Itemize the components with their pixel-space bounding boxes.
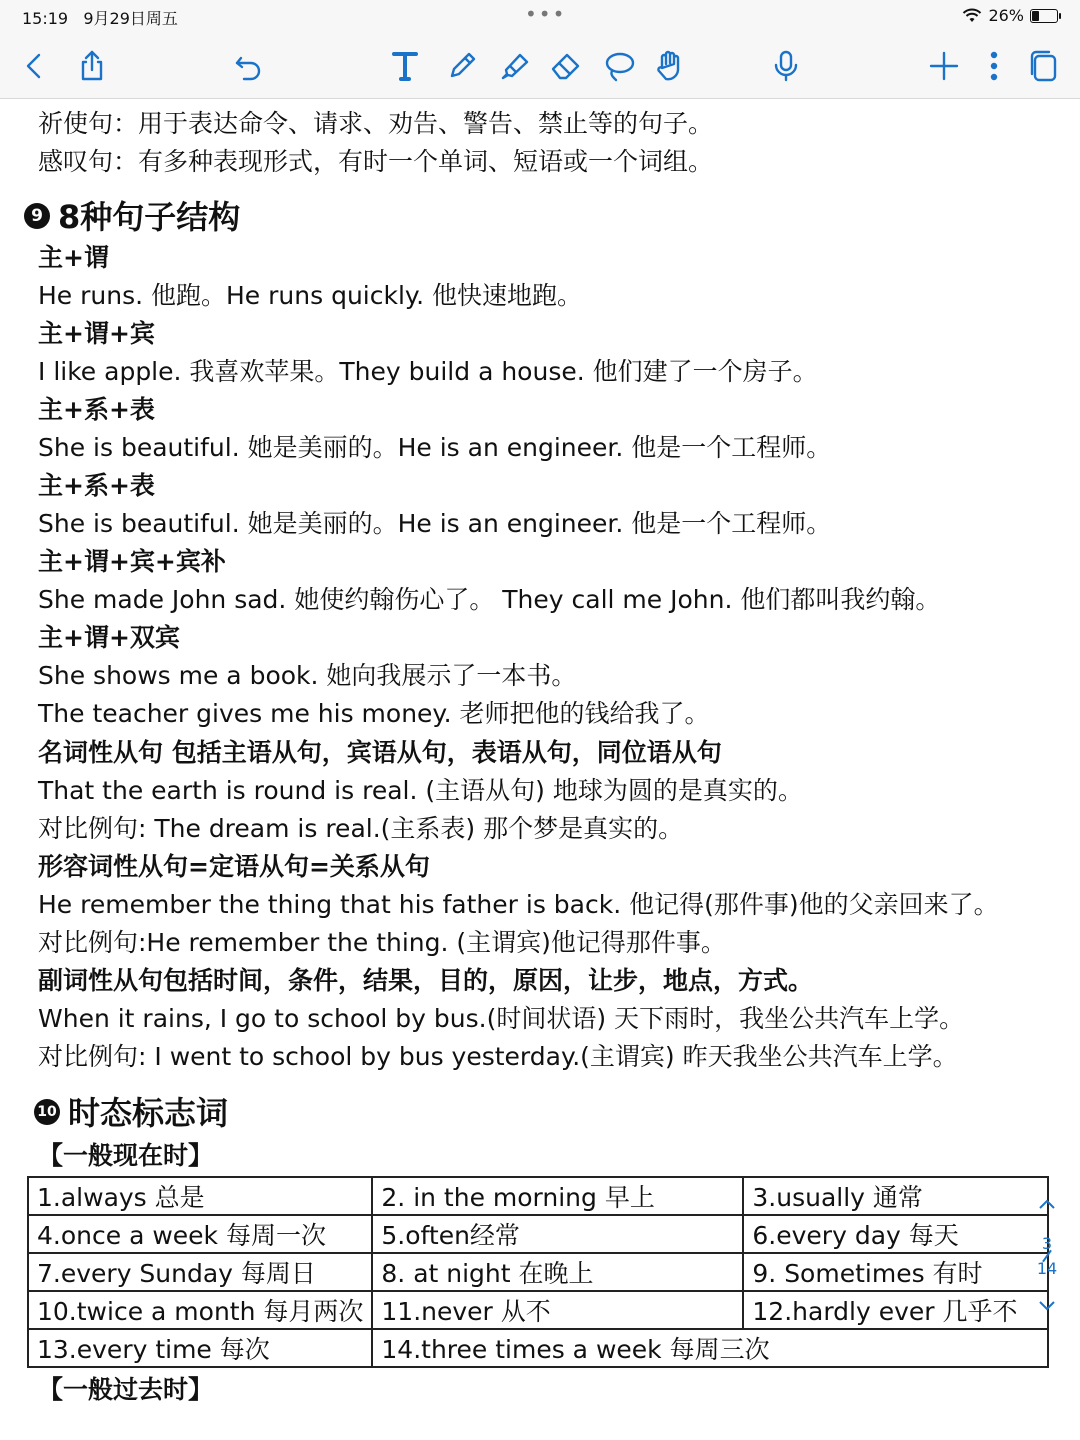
structure-heading: 主+谓+宾+宾补 bbox=[38, 547, 226, 576]
share-icon[interactable] bbox=[72, 46, 112, 86]
structure-heading: 主+系+表 bbox=[38, 395, 155, 424]
section-10-heading: 10 时态标志词 bbox=[34, 1088, 228, 1134]
table-row bbox=[28, 1291, 1048, 1329]
chevron-up-icon[interactable] bbox=[1038, 1198, 1056, 1210]
tense-marker-table bbox=[27, 1176, 1049, 1368]
imperative-line: 祈使句：用于表达命令、请求、劝告、警告、禁止等的句子。 bbox=[38, 109, 714, 138]
table-cell: 13.every time 每次 bbox=[28, 1329, 372, 1367]
table-row bbox=[28, 1253, 1048, 1291]
structure-example: 对比例句: The dream is real.(主系表) 那个梦是真实的。 bbox=[38, 814, 684, 843]
structure-example: That the earth is round is real. (主语从句) 地球为圆的是真实的。 bbox=[38, 776, 803, 805]
structure-heading: 主+谓+宾 bbox=[38, 319, 155, 348]
structure-example: She shows me a book. 她向我展示了一本书。 bbox=[38, 661, 577, 690]
structure-example: He runs. 他跑。He runs quickly. 他快速地跑。 bbox=[38, 281, 583, 310]
table-cell: 2. in the morning 早上 bbox=[372, 1177, 743, 1215]
more-icon[interactable] bbox=[974, 46, 1014, 86]
multitask-dots[interactable]: ••• bbox=[525, 2, 567, 26]
page-indicator[interactable] bbox=[1036, 1195, 1058, 1316]
table-cell: 10.twice a month 每月两次 bbox=[28, 1291, 372, 1329]
table-cell: 7.every Sunday 每周日 bbox=[28, 1253, 372, 1291]
pen-icon[interactable] bbox=[442, 46, 482, 86]
structure-heading: 主+谓+双宾 bbox=[38, 623, 180, 652]
battery-icon bbox=[1030, 9, 1058, 23]
note-page[interactable] bbox=[0, 98, 1080, 1440]
table-cell: 6.every day 每天 bbox=[743, 1215, 1048, 1253]
structure-example: She is beautiful. 她是美丽的。He is an engineer. 他是一个工程师。 bbox=[38, 433, 832, 462]
table-row bbox=[28, 1177, 1048, 1215]
structure-heading: 主+谓 bbox=[38, 243, 109, 272]
table-cell: 4.once a week 每周一次 bbox=[28, 1215, 372, 1253]
table-cell: 11.never 从不 bbox=[372, 1291, 743, 1329]
microphone-icon[interactable] bbox=[766, 46, 806, 86]
table-cell: 12.hardly ever 几乎不 bbox=[743, 1291, 1048, 1329]
highlighter-icon[interactable] bbox=[495, 46, 535, 86]
eraser-icon[interactable] bbox=[546, 46, 586, 86]
structure-heading: 形容词性从句=定语从句=关系从句 bbox=[38, 852, 430, 881]
hand-tool-icon[interactable] bbox=[650, 46, 690, 86]
status-time: 15:19 9月29日周五 bbox=[22, 9, 178, 28]
add-icon[interactable] bbox=[924, 46, 964, 86]
wifi-icon bbox=[962, 8, 982, 24]
structure-example: She made John sad. 她使约翰伤心了。 They call me John. 他们都叫我约翰。 bbox=[38, 585, 941, 614]
pages-icon[interactable] bbox=[1024, 46, 1064, 86]
status-right bbox=[962, 6, 1058, 25]
structure-heading: 主+系+表 bbox=[38, 471, 155, 500]
text-tool-icon[interactable] bbox=[385, 46, 425, 86]
structure-example: When it rains, I go to school by bus.(时间状语) 天下雨时，我坐公共汽车上学。 bbox=[38, 1004, 965, 1033]
back-chevron-icon[interactable] bbox=[14, 46, 54, 86]
structure-example: She is beautiful. 她是美丽的。He is an engineer. 他是一个工程师。 bbox=[38, 509, 832, 538]
table-cell: 3.usually 通常 bbox=[743, 1177, 1048, 1215]
structure-example: He remember the thing that his father is back. 他记得(那件事)他的父亲回来了。 bbox=[38, 890, 999, 919]
lasso-icon[interactable] bbox=[599, 46, 639, 86]
toolbar bbox=[0, 34, 1080, 99]
battery-percent: 26% bbox=[988, 6, 1024, 25]
table-row bbox=[28, 1215, 1048, 1253]
exclamatory-line: 感叹句：有多种表现形式，有时一个单词、短语或一个词组。 bbox=[38, 147, 714, 176]
total-pages: 14 bbox=[1036, 1259, 1058, 1278]
table-cell: 14.three times a week 每周三次 bbox=[372, 1329, 1048, 1367]
undo-icon[interactable] bbox=[229, 46, 269, 86]
table-cell: 9. Sometimes 有时 bbox=[743, 1253, 1048, 1291]
table-cell: 5.often经常 bbox=[372, 1215, 743, 1253]
table-cell: 8. at night 在晚上 bbox=[372, 1253, 743, 1291]
past-tense-header: 【一般过去时】 bbox=[38, 1375, 214, 1404]
present-tense-header: 【一般现在时】 bbox=[38, 1141, 214, 1170]
structure-example: I like apple. 我喜欢苹果。They build a house. 他们建了一个房子。 bbox=[38, 357, 818, 386]
current-page: 3 bbox=[1041, 1234, 1053, 1253]
section-number-badge: 9 bbox=[24, 203, 50, 229]
section-number-badge: 10 bbox=[34, 1099, 60, 1125]
structure-heading: 名词性从句 包括主语从句，宾语从句，表语从句，同位语从句 bbox=[38, 738, 722, 767]
structure-example: 对比例句: I went to school by bus yesterday.(主谓宾) 昨天我坐公共汽车上学。 bbox=[38, 1042, 958, 1071]
table-row bbox=[28, 1329, 1048, 1367]
table-cell: 1.always 总是 bbox=[28, 1177, 372, 1215]
structure-example: 对比例句:He remember the thing. (主谓宾)他记得那件事。 bbox=[38, 928, 726, 957]
structure-heading: 副词性从句包括时间，条件，结果，目的，原因，让步，地点，方式。 bbox=[38, 966, 814, 995]
status-bar bbox=[0, 0, 1080, 34]
structure-example: The teacher gives me his money. 老师把他的钱给我了。 bbox=[38, 699, 710, 728]
chevron-down-icon[interactable] bbox=[1038, 1300, 1056, 1312]
section-9-heading: 9 8种句子结构 bbox=[24, 192, 240, 238]
